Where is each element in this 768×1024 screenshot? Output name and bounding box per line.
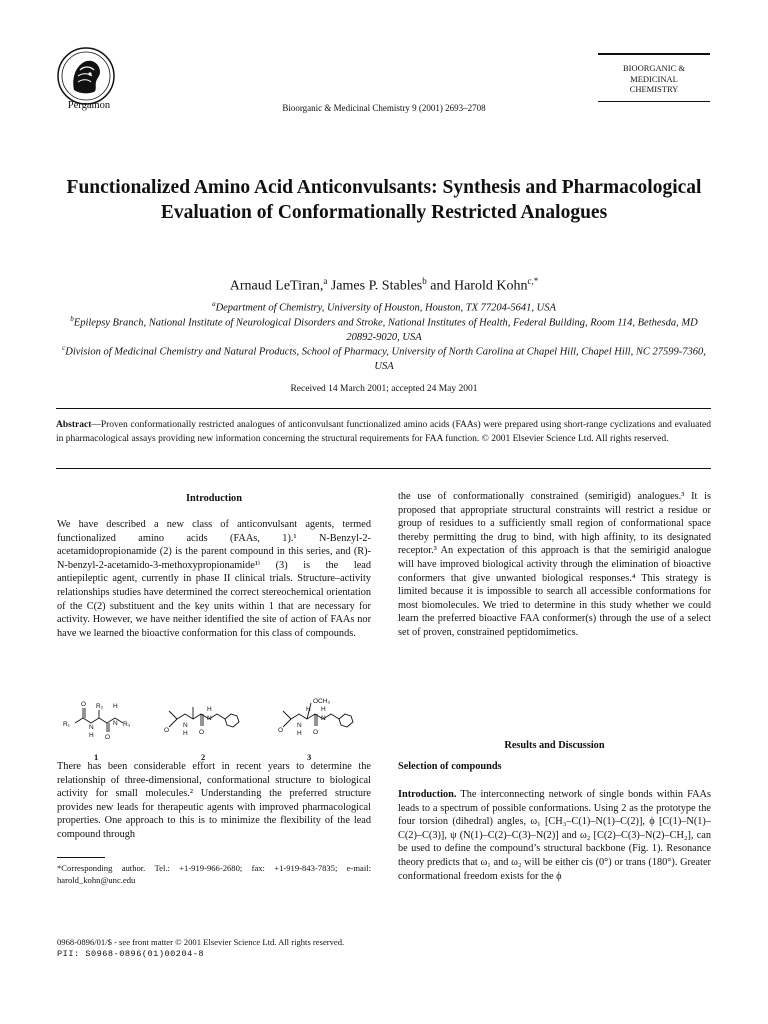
- affiliation-c-text: Division of Medicinal Chemistry and Natural Products, School of Pharmacy, University of North Carolina at Chapel Hill, Chapel Hill, NC 27599-7360, USA: [65, 346, 706, 372]
- publisher-logo: [56, 46, 116, 106]
- s3-n-left: N: [297, 722, 302, 729]
- results-p1-text: The interconnecting network of single bonds within FAAs leads to a spectrum of possible conformations. Using 2 as the prototype the four torsion (dihedral) angles, ω₁ [CH₃–C(1)–N(1)–C(2)], ϕ [C(1)–N(1)–C(2)–C(3)], ψ (N(1)–C(2)–C(3)–N(2)] and ω₂ [C(2)–C(3)–N(2)–CH₂], can be used to define the compound’s structural backbone (Fig. 1). Resonance theory predicts that ω₁ and ω₂ will be either cis (0°) or trans (180°). Greater conformational freedom exists for the ϕ: [398, 789, 711, 882]
- compound-label-2: 2: [201, 752, 206, 762]
- received-dates: Received 14 March 2001; accepted 24 May 2001: [290, 384, 478, 394]
- affiliation-c-mark: c: [62, 344, 66, 352]
- s1-r3: R₃: [123, 721, 131, 728]
- section-heading-results: Results and Discussion: [504, 740, 605, 751]
- affiliation-b-text: Epilepsy Branch, National Institute of Neurological Disorders and Stroke, National Institutes of Health, Federal Building, Room 114, Bethesda, MD 20892-9020, USA: [73, 317, 698, 343]
- subsection-heading-selection: Selection of compounds: [398, 761, 502, 772]
- s3-h-right: H: [321, 706, 326, 713]
- structure-1: [63, 701, 131, 762]
- abstract-top-rule: [56, 408, 711, 409]
- s1-n-left: N: [89, 724, 94, 731]
- issn-copyright-line: 0968-0896/01/$ - see front matter © 2001 Elsevier Science Ltd. All rights reserved.: [57, 937, 345, 947]
- s1-n-right: N: [113, 720, 118, 727]
- publisher-name: Pergamon: [67, 100, 111, 111]
- affiliation-c: [60, 341, 708, 375]
- s2-h-left: H: [183, 730, 188, 737]
- introduction-paragraph-1: [57, 518, 371, 640]
- results-paragraph-1: [398, 788, 711, 883]
- author-1: Arnaud LeTiran,: [229, 278, 324, 294]
- s3-oxygen-bottom: O: [313, 729, 319, 736]
- footnote-rule: [57, 857, 105, 858]
- journal-name-line-3: CHEMISTRY: [629, 84, 679, 94]
- abstract-text: —Proven conformationally restricted analogues of anticonvulsant functionalized amino acids (FAAs) were prepared using short-range cyclizations and evaluated in pharmacological assays providing new information concerning the structural requirements for FAA function. © 2001 Elsevier Science Ltd. All rights reserved.: [56, 420, 711, 444]
- structure-3: [278, 698, 353, 762]
- intro-p2-text: There has been considerable effort in recent years to determine the relationship of three-dimensional, conformational structure to biological activity for small molecules.² Understanding the preferred structure provides new leads for therapeutic agents with improved pharmacological properties. One approach to this is to minimize the flexibility of the lead compound through: [57, 761, 371, 840]
- s3-h-stereo: H: [306, 706, 311, 713]
- affiliation-a-text: Department of Chemistry, University of Houston, Houston, TX 77204-5641, USA: [215, 302, 556, 314]
- author-1-affil: a: [323, 276, 328, 286]
- abstract: [56, 419, 711, 446]
- s3-oxygen: O: [278, 727, 284, 734]
- s3-methoxy: OCH₃: [313, 698, 331, 705]
- corresponding-author-footnote: *Corresponding author. Tel.: +1-919-966-2680; fax: +1-919-843-7835; e-mail: harold_kohn@unc.edu: [57, 863, 371, 885]
- s3-h-left: H: [297, 730, 302, 737]
- introduction-paragraph-3: [398, 490, 711, 640]
- s2-h-right: H: [207, 706, 212, 713]
- journal-citation: Bioorganic & Medicinal Chemistry 9 (2001) 2693–2708: [282, 103, 486, 113]
- journal-name-line-1: BIOORGANIC &: [622, 63, 686, 73]
- s1-r1: R₁: [63, 721, 70, 728]
- s2-oxygen-bottom: O: [199, 729, 205, 736]
- introduction-paragraph-2: [57, 760, 371, 842]
- s2-n-left: N: [183, 722, 188, 729]
- author-2: James P. Stables: [327, 278, 423, 294]
- compound-label-3: 3: [307, 752, 312, 762]
- s1-oxygen-top: O: [81, 701, 87, 708]
- pii-line: PII: S0968-0896(01)00204-8: [57, 949, 205, 959]
- s2-n-right: N: [207, 715, 212, 722]
- intro-p1-text: We have described a new class of anticonvulsant agents, termed functionalized amino acids (FAAs, 1).¹ N-Benzyl-2-acetamidopropionamide (2) is the parent compound in this series, and (R)-N-benzyl-2-acetamido-3-methoxypropionamide¹ⁱ (3) is the lead antiepileptic agent, currently in phase II clinical trials. Structure–activity relationships studies have determined the correct stereochemical orientation of the C(2) substituent and the key units within 1 that are necessary for activity. However, we have neither identified the site of action of FAAs nor have we learned the bioactive conformation for this class of compounds.: [57, 519, 371, 639]
- affiliation-a-mark: a: [212, 300, 216, 308]
- results-lead-in: Introduction.: [398, 789, 457, 800]
- s3-n-right: N: [321, 715, 326, 722]
- s1-r2: R₂: [96, 703, 104, 710]
- journal-name-line-2: MEDICINAL: [630, 73, 678, 84]
- abstract-label: Abstract: [56, 420, 92, 430]
- structure-2: [164, 706, 239, 762]
- affiliation-b-mark: b: [70, 315, 74, 323]
- section-heading-introduction: Introduction: [186, 493, 242, 504]
- author-list: [0, 276, 768, 295]
- compound-label-1: 1: [94, 752, 99, 762]
- author-3: and Harold Kohn: [426, 278, 528, 294]
- author-3-affil: c,*: [527, 276, 539, 286]
- intro-p3-text: the use of conformationally constrained (semirigid) analogues.³ It is proposed that appropriate structural constraints will restrict a residue or group of residues to a sufficiently small region of conformational space thereby permitting the drug to bind, with high affinity, to its designated receptor.³ An expectation of this approach is that the semirigid analogue will have improved biological activity through the elimination of bioactive conformers that give unwanted biological responses.⁴ This strategy is limited because it is impossible to search all accessible conformations for most biomolecules. We tried to determine in this study whether we could learn the preferred bioactive FAA conformer(s) through the use of a select set of proven, constrained peptidomimetics.: [398, 491, 711, 638]
- s1-oxygen-bottom: O: [105, 734, 111, 741]
- article-title: Functionalized Amino Acid Anticonvulsants: Synthesis and Pharmacological Evaluation of Conformationally Restricted Analogues: [66, 177, 702, 223]
- s1-h-right: H: [113, 703, 118, 710]
- author-2-affil: b: [422, 276, 427, 286]
- journal-name-box: [598, 53, 710, 102]
- s1-h-left: H: [89, 732, 94, 739]
- abstract-bottom-rule: [56, 468, 711, 469]
- s2-oxygen: O: [164, 727, 170, 734]
